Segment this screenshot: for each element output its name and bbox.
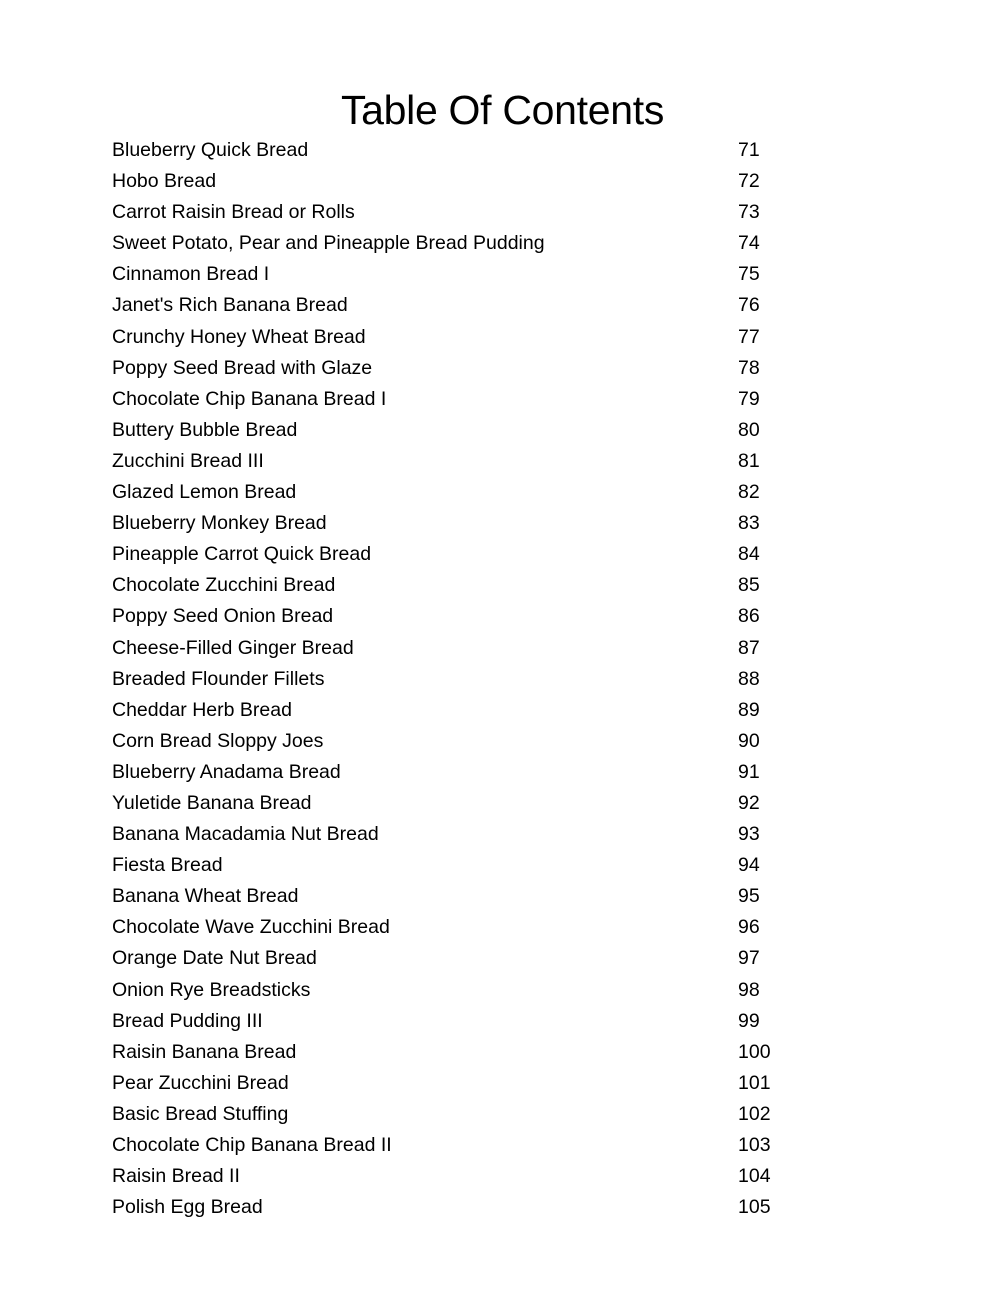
toc-entry [112, 912, 812, 943]
toc-entry [112, 601, 812, 632]
toc-entry [112, 633, 812, 664]
toc-entry [112, 477, 812, 508]
toc-entry [112, 788, 812, 819]
toc-entry-page-number: 86 [738, 605, 760, 628]
toc-entry-title-link[interactable]: Blueberry Quick Bread [112, 139, 309, 161]
toc-entry-page-number: 84 [738, 543, 760, 566]
toc-entry-title-link[interactable]: Bread Pudding III [112, 1009, 263, 1032]
toc-entry-page-number: 96 [738, 916, 760, 939]
toc-entry-page-number: 85 [738, 574, 760, 597]
toc-entry [112, 757, 812, 788]
page-title: Table Of Contents [340, 87, 665, 134]
toc-entry [112, 259, 812, 290]
toc-entry-page-number: 89 [738, 698, 760, 721]
toc-entry [112, 943, 812, 974]
toc-entry-page-number: 100 [738, 1040, 771, 1063]
toc-entry-page-number: 97 [738, 947, 760, 970]
toc-entry-title-link[interactable]: Raisin Bread II [112, 1165, 240, 1188]
toc-entry [112, 1068, 812, 1099]
toc-entry-page-number: 99 [738, 1009, 760, 1032]
toc-entry-title-link[interactable]: Poppy Seed Onion Bread [112, 605, 334, 628]
toc-entry-title-link[interactable]: Chocolate Chip Banana Bread I [112, 387, 387, 410]
toc-entry-page-number: 83 [738, 512, 760, 535]
toc-entry [112, 290, 812, 321]
toc-entry-page-number: 71 [738, 139, 760, 161]
table-of-contents-list [112, 135, 812, 1223]
toc-entry [112, 135, 812, 166]
toc-entry-title-link[interactable]: Hobo Bread [112, 170, 217, 193]
toc-entry-title-link[interactable]: Polish Egg Bread [112, 1196, 263, 1219]
toc-entry [112, 415, 812, 446]
toc-entry [112, 695, 812, 726]
toc-entry [112, 353, 812, 384]
toc-entry-page-number: 76 [738, 294, 760, 317]
toc-entry [112, 975, 812, 1006]
toc-entry-page-number: 75 [738, 263, 760, 286]
toc-entry-title-link[interactable]: Fiesta Bread [112, 854, 223, 877]
toc-entry-title-link[interactable]: Poppy Seed Bread with Glaze [112, 356, 373, 379]
toc-entry-title-link[interactable]: Basic Bread Stuffing [112, 1102, 289, 1125]
toc-entry [112, 881, 812, 912]
toc-entry-page-number: 94 [738, 854, 760, 877]
toc-entry-title-link[interactable]: Onion Rye Breadsticks [112, 978, 311, 1001]
toc-entry [112, 384, 812, 415]
toc-entry [112, 228, 812, 259]
toc-entry [112, 508, 812, 539]
toc-entry [112, 1037, 812, 1068]
toc-entry-page-number: 88 [738, 667, 760, 690]
toc-entry-page-number: 93 [738, 823, 760, 846]
toc-entry-title-link[interactable]: Chocolate Wave Zucchini Bread [112, 916, 390, 939]
toc-entry [112, 570, 812, 601]
toc-entry-title-link[interactable]: Orange Date Nut Bread [112, 947, 317, 970]
toc-entry-title-link[interactable]: Sweet Potato, Pear and Pineapple Bread Pudding [112, 232, 545, 255]
toc-entry [112, 446, 812, 477]
toc-entry-page-number: 81 [738, 449, 760, 472]
toc-entry-title-link[interactable]: Zucchini Bread III [112, 449, 264, 472]
toc-entry-page-number: 77 [738, 325, 760, 348]
toc-entry-page-number: 82 [738, 481, 760, 504]
toc-entry-page-number: 95 [738, 885, 760, 908]
toc-entry-title-link[interactable]: Blueberry Monkey Bread [112, 512, 327, 535]
toc-entry [112, 166, 812, 197]
toc-entry [112, 322, 812, 353]
toc-entry-title-link[interactable]: Cheddar Herb Bread [112, 698, 292, 721]
toc-entry-title-link[interactable]: Crunchy Honey Wheat Bread [112, 325, 366, 348]
toc-entry [112, 197, 812, 228]
toc-entry-page-number: 101 [738, 1071, 771, 1094]
toc-entry-page-number: 79 [738, 387, 760, 410]
toc-entry [112, 1161, 812, 1192]
toc-entry-page-number: 98 [738, 978, 760, 1001]
toc-entry-title-link[interactable]: Buttery Bubble Bread [112, 418, 298, 441]
toc-entry-title-link[interactable]: Chocolate Zucchini Bread [112, 574, 336, 597]
toc-entry [112, 539, 812, 570]
toc-entry-title-link[interactable]: Corn Bread Sloppy Joes [112, 729, 324, 752]
toc-entry-title-link[interactable]: Janet's Rich Banana Bread [112, 294, 348, 317]
toc-entry [112, 850, 812, 881]
toc-entry-page-number: 90 [738, 729, 760, 752]
toc-entry-title-link[interactable]: Cinnamon Bread I [112, 263, 270, 286]
toc-entry-title-link[interactable]: Banana Wheat Bread [112, 885, 299, 908]
toc-entry-page-number: 92 [738, 791, 760, 814]
toc-entry [112, 1006, 812, 1037]
toc-entry [112, 726, 812, 757]
toc-entry-title-link[interactable]: Pineapple Carrot Quick Bread [112, 543, 372, 566]
toc-entry-page-number: 74 [738, 232, 760, 255]
toc-entry-page-number: 80 [738, 418, 760, 441]
toc-entry-title-link[interactable]: Carrot Raisin Bread or Rolls [112, 201, 355, 224]
toc-entry-page-number: 91 [738, 760, 760, 783]
toc-entry-page-number: 102 [738, 1102, 771, 1125]
toc-entry-title-link[interactable]: Cheese-Filled Ginger Bread [112, 636, 354, 659]
toc-entry [112, 664, 812, 695]
toc-entry [112, 1130, 812, 1161]
toc-entry [112, 1192, 812, 1223]
toc-entry-page-number: 103 [738, 1134, 771, 1156]
toc-entry-page-number: 87 [738, 636, 760, 659]
toc-entry-title-link[interactable]: Breaded Flounder Fillets [112, 667, 325, 690]
toc-entry-title-link[interactable]: Yuletide Banana Bread [112, 791, 312, 814]
toc-entry-title-link[interactable]: Glazed Lemon Bread [112, 481, 297, 504]
toc-entry-title-link[interactable]: Raisin Banana Bread [112, 1040, 297, 1063]
toc-entry-page-number: 104 [738, 1165, 771, 1188]
toc-entry-page-number: 78 [738, 356, 760, 379]
toc-entry-title-link[interactable]: Chocolate Chip Banana Bread II [112, 1134, 392, 1156]
toc-entry-page-number: 72 [738, 170, 760, 193]
toc-entry [112, 1099, 812, 1130]
toc-entry-title-link[interactable]: Pear Zucchini Bread [112, 1071, 289, 1094]
toc-entry-page-number: 105 [738, 1196, 771, 1219]
toc-entry-title-link[interactable]: Blueberry Anadama Bread [112, 760, 341, 783]
toc-entry-page-number: 73 [738, 201, 760, 224]
toc-entry [112, 819, 812, 850]
toc-entry-title-link[interactable]: Banana Macadamia Nut Bread [112, 823, 379, 846]
